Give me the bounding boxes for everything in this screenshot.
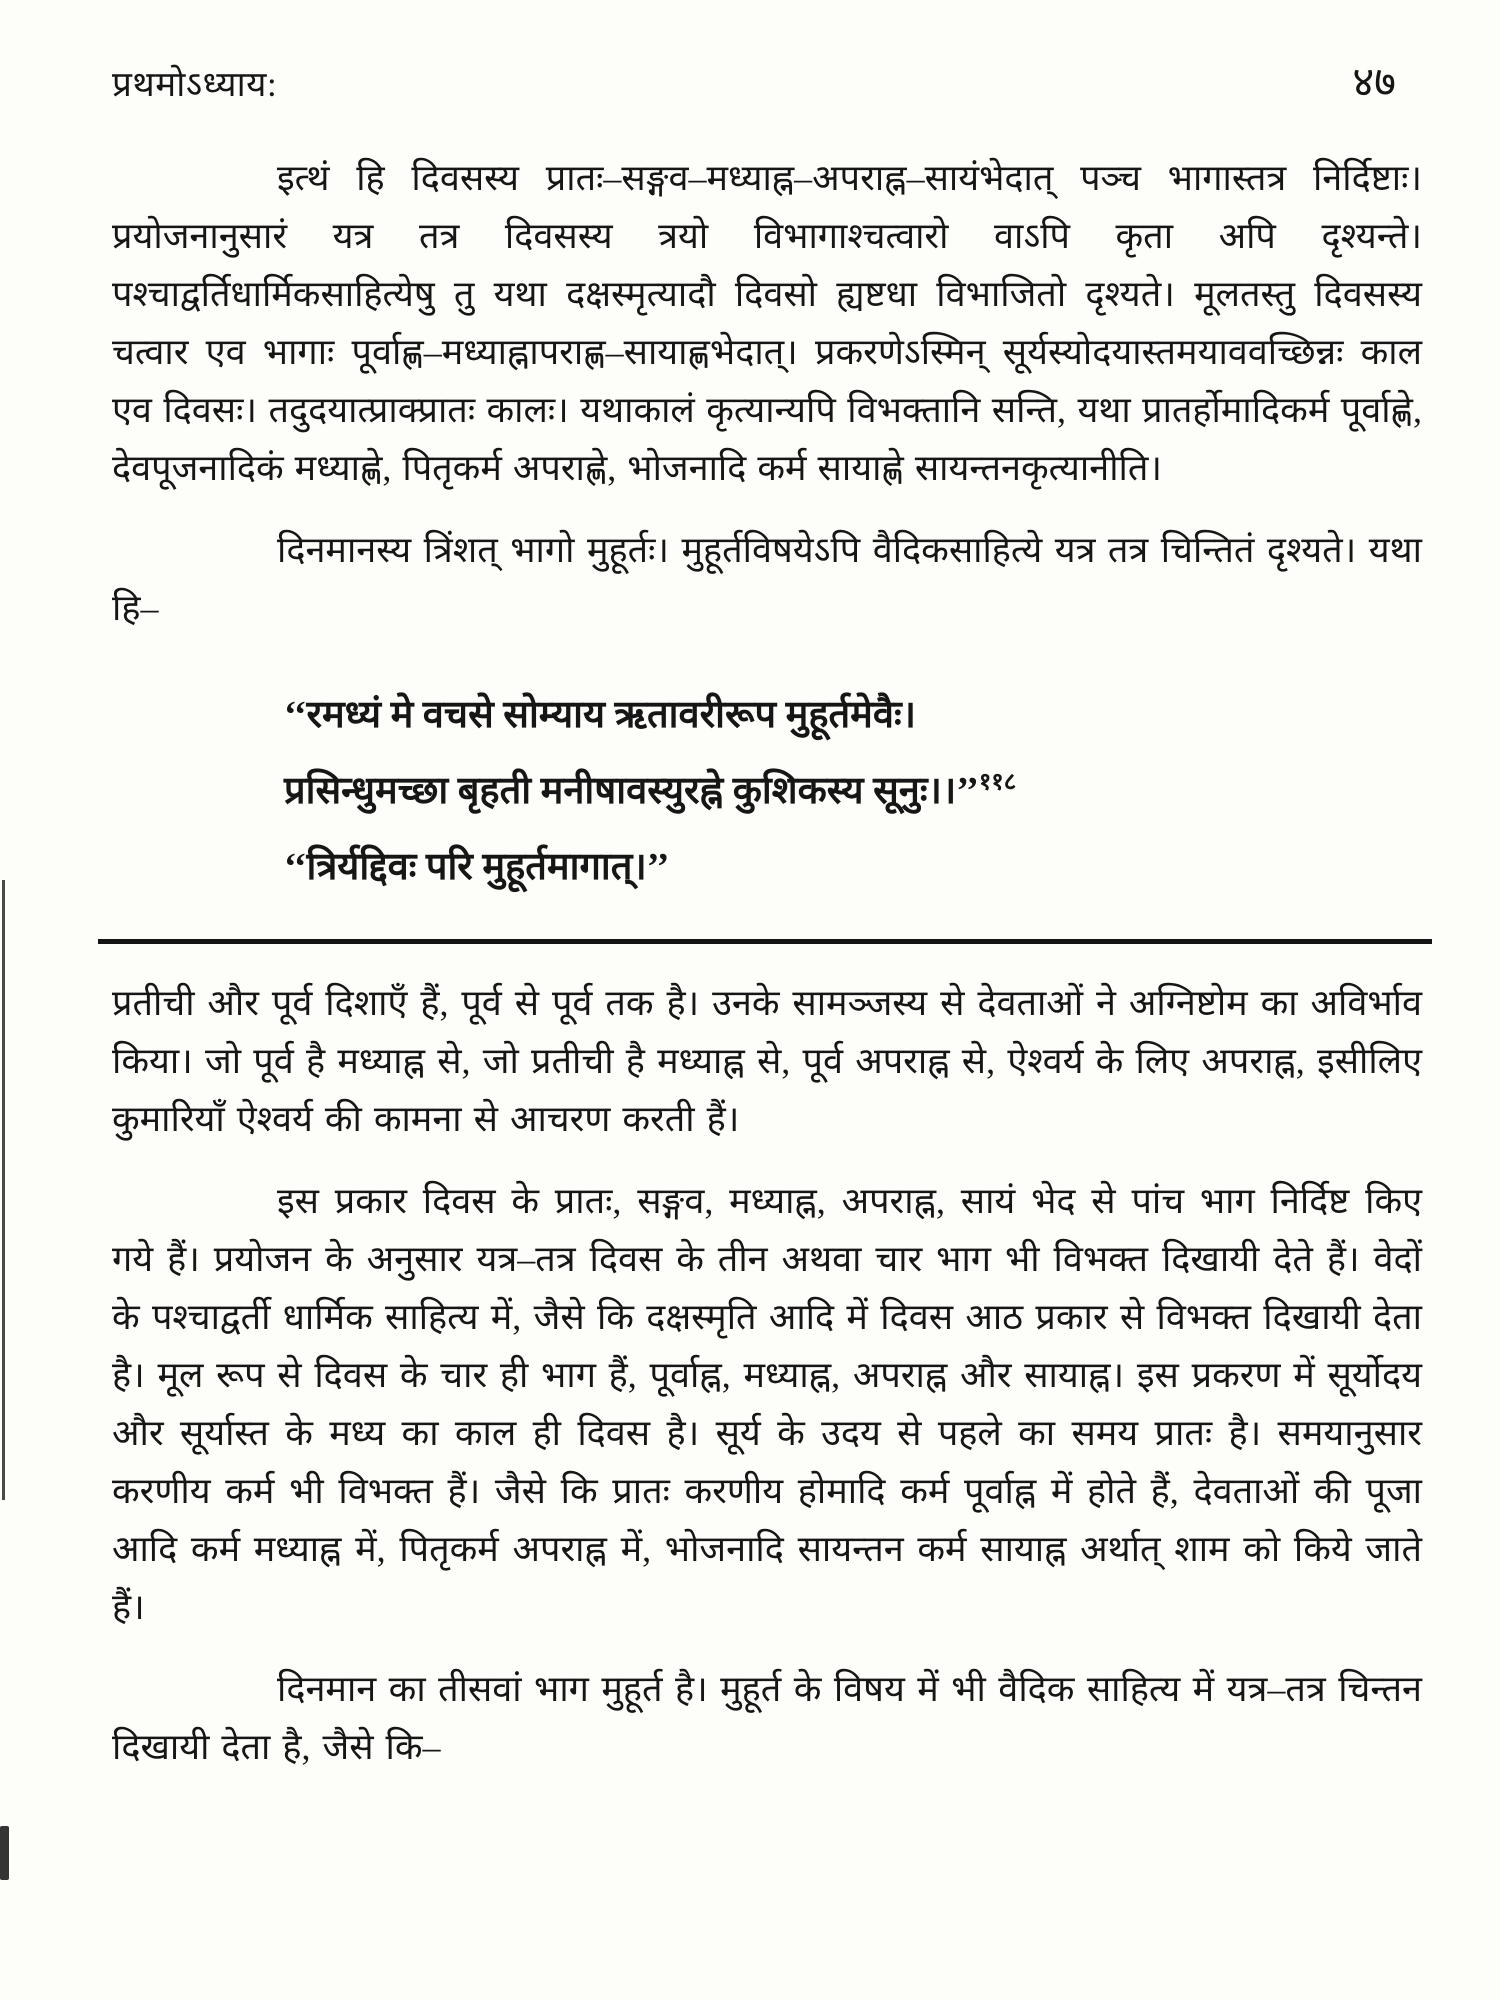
verse-line-2 bbox=[284, 753, 1422, 829]
page-body bbox=[112, 149, 1422, 1776]
sanskrit-paragraph-1: इत्थं हि दिवसस्य प्रातः–सङ्गव–मध्याह्न–अपराह्न–सायंभेदात् पञ्च भागास्तत्र निर्दिष्टाः। प्रयोजनानुसारं यत्र तत्र दिवसस्य त्रयो विभागाश्चत्वारो वाऽपि कृता अपि दृश्यन्ते। पश्चाद्वर्तिधार्मिकसाहित्येषु तु यथा दक्षस्मृत्यादौ दिवसो ह्यष्टधा विभाजितो दृश्यते। मूलतस्तु दिवसस्य चत्वार एव भागाः पूर्वाह्ण–मध्याह्नापराह्ण–सायाह्णभेदात्। प्रकरणेऽस्मिन् सूर्यस्योदयास्तमयाववच्छिन्नः काल एव दिवसः। तदुदयात्प्राक्प्रातः कालः। यथाकालं कृत्यान्यपि विभक्तानि सन्ति, यथा प्रातर्होमादिकर्म पूर्वाह्णे, देवपूजनादिकं मध्याह्णे, पितृकर्म अपराह्णे, भोजनादि कर्म सायाह्णे सायन्तनकृत्यानीति। bbox=[112, 158, 1422, 488]
page-header bbox=[112, 52, 1422, 109]
verse-line-2-text: प्रसिन्धुमच्छा बृहती मनीषावस्युरह्ने कुशिकस्य सूनुः।।’’ bbox=[284, 770, 979, 812]
hindi-paragraph-1: प्रतीची और पूर्व दिशाएँ हैं, पूर्व से पूर्व तक है। उनके सामञ्जस्य से देवताओं ने अग्निष्टोम का अविर्भाव किया। जो पूर्व है मध्याह्न से, जो प्रतीची है मध्याह्न से, पूर्व अपराह्न से, ऐश्वर्य के लिए अपराह्न, इसीलिए कुमारियाँ ऐश्वर्य की कामना से आचरण करती हैं। bbox=[112, 983, 1422, 1139]
hindi-paragraph-2: इस प्रकार दिवस के प्रातः, सङ्गव, मध्याह्न, अपराह्न, सायं भेद से पांच भाग निर्दिष्ट किए गये हैं। प्रयोजन के अनुसार यत्र–तत्र दिवस के तीन अथवा चार भाग भी विभक्त दिखायी देते हैं। वेदों के पश्चाद्वर्ती धार्मिक साहित्य में, जैसे कि दक्षस्मृति आदि में दिवस आठ प्रकार से विभक्त दिखायी देता है। मूल रूप से दिवस के चार ही भाग हैं, पूर्वाह्न, मध्याह्न, अपराह्न और सायाह्न। इस प्रकरण में सूर्योदय और सूर्यास्त के मध्य का काल ही दिवस है। सूर्य के उदय से पहले का समय प्रातः है। समयानुसार करणीय कर्म भी विभक्त हैं। जैसे कि प्रातः करणीय होमादि कर्म पूर्वाह्न में होते हैं, देवताओं की पूजा आदि कर्म मध्याह्न में, पितृकर्म अपराह्न में, भोजनादि सायन्तन कर्म सायाह्न अर्थात् शाम को किये जाते हैं। bbox=[112, 1181, 1422, 1627]
verse-line-1: ‘‘रमध्यं मे वचसे सोम्याय ऋतावरीरूप मुहूर्तमेवैः। bbox=[284, 694, 917, 736]
page-number: ४७ bbox=[1352, 60, 1396, 106]
verse-block bbox=[284, 677, 1422, 905]
scan-artifact-blot bbox=[0, 1826, 9, 1880]
hindi-translation-section bbox=[112, 974, 1422, 1776]
sanskrit-section bbox=[112, 149, 1422, 637]
section-divider bbox=[98, 939, 1432, 944]
chapter-title: प्रथमोऽध्याय: bbox=[112, 65, 278, 104]
scan-artifact-edge-line bbox=[2, 880, 5, 1500]
verse-reference-number: ११८ bbox=[978, 769, 1017, 796]
sanskrit-paragraph-2: दिनमानस्य त्रिंशत् भागो मुहूर्तः। मुहूर्तविषयेऽपि वैदिकसाहित्ये यत्र तत्र चिन्तितं दृश्यते। यथा हि– bbox=[112, 530, 1422, 628]
hindi-paragraph-3: दिनमान का तीसवां भाग मुहूर्त है। मुहूर्त के विषय में भी वैदिक साहित्य में यत्र–तत्र चिन्तन दिखायी देता है, जैसे कि– bbox=[112, 1669, 1422, 1767]
verse-line-3: ‘‘त्रिर्यद्दिवः परि मुहूर्तमागात्।’’ bbox=[284, 846, 670, 888]
